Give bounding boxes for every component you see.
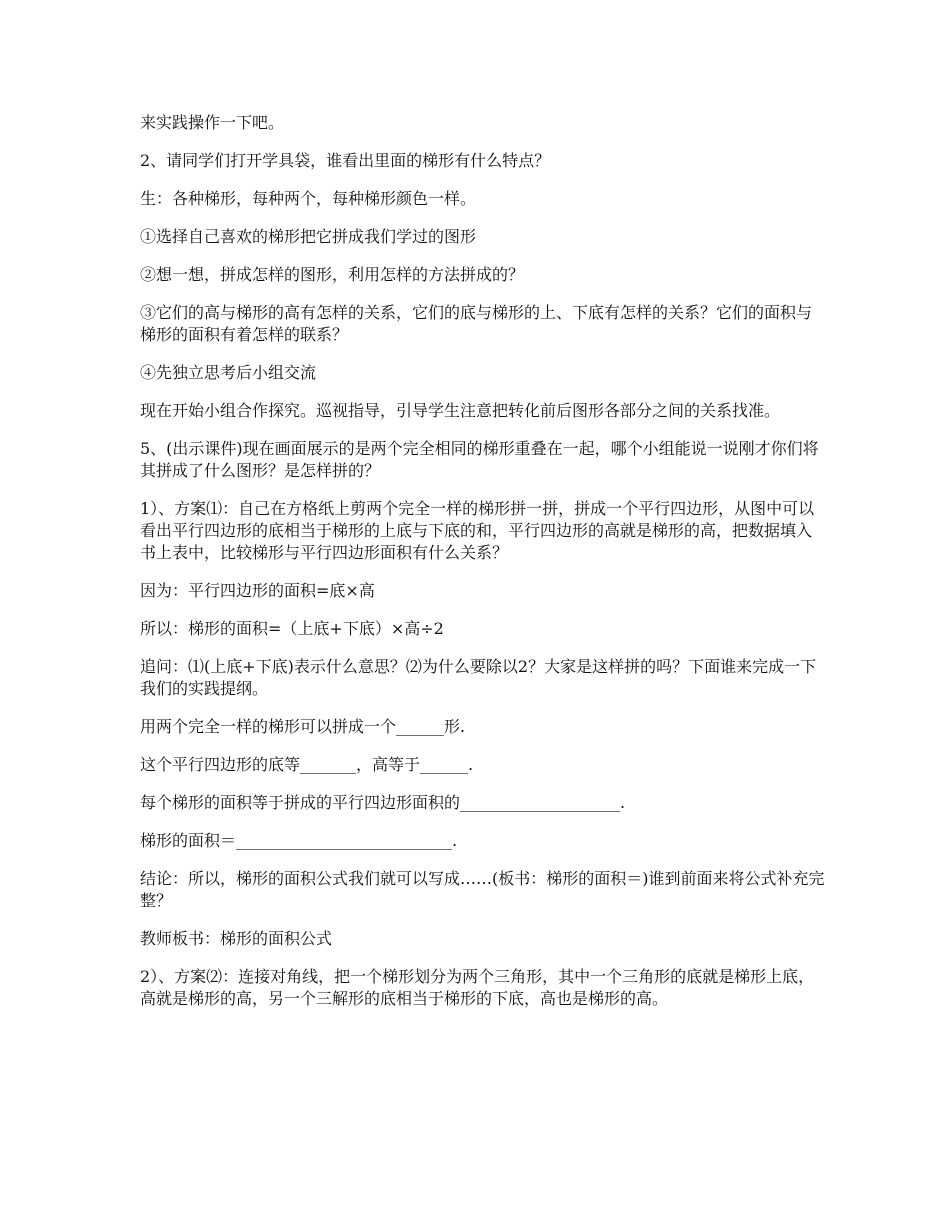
paragraph: 教师板书：梯形的面积公式 [140,929,333,948]
paragraph: 所以：梯形的面积=（上底+下底）×高÷2 [140,619,444,638]
paragraph: 生：各种梯形，每种两个，每种梯形颜色一样。 [140,189,477,208]
paragraph: 2）、方案⑵：连接对角线，把一个梯形划分为两个三角形，其中一个三角形的底就是梯形上底，高就是梯形的高，另一个三解形的底相当于梯形的下底，高也是梯形的高。 [140,967,815,1008]
paragraph: ④先独立思考后小组交流 [140,363,317,382]
paragraph: 梯形的面积＝___________________________. [140,831,458,850]
paragraph: ②想一想，拼成怎样的图形，利用怎样的方法拼成的？ [140,265,525,284]
paragraph: 1）、方案⑴：自己在方格纸上剪两个完全一样的梯形拼一拼，拼成一个平行四边形，从图中可以看出平行四边形的底相当于梯形的上底与下底的和，平行四边形的高就是梯形的高，把数据填入书上表中，比较梯形与平行四边形面积有什么关系？ [140,499,815,562]
paragraph: ①选择自己喜欢的梯形把它拼成我们学过的图形 [140,227,477,246]
paragraph: 结论：所以，梯形的面积公式我们就可以写成……(板书：梯形的面积＝)谁到前面来将公式补充完整？ [140,869,825,910]
paragraph: ③它们的高与梯形的高有怎样的关系，它们的底与梯形的上、下底有怎样的关系？它们的面积与梯形的面积有着怎样的联系？ [140,303,813,344]
paragraph: 用两个完全一样的梯形可以拼成一个______形. [140,717,466,736]
paragraph: 来实践操作一下吧。 [140,113,285,132]
paragraph: 现在开始小组合作探究。巡视指导，引导学生注意把转化前后图形各部分之间的关系找准。 [140,401,781,420]
paragraph: 追问：⑴(上底+下底)表示什么意思？⑵为什么要除以2？大家是这样拼的吗？下面谁来完成一下我们的实践提纲。 [140,657,817,698]
document-body [140,112,825,1026]
paragraph: 5、(出示课件)现在画面展示的是两个完全相同的梯形重叠在一起，哪个小组能说一说刚才你们将其拼成了什么图形？是怎样拼的？ [140,439,819,480]
paragraph: 2、请同学们打开学具袋，谁看出里面的梯形有什么特点？ [140,151,551,170]
paragraph: 因为：平行四边形的面积=底×高 [140,581,375,600]
paragraph: 这个平行四边形的底等_______，高等于______. [140,755,474,774]
paragraph: 每个梯形的面积等于拼成的平行四边形面积的____________________. [140,793,626,812]
